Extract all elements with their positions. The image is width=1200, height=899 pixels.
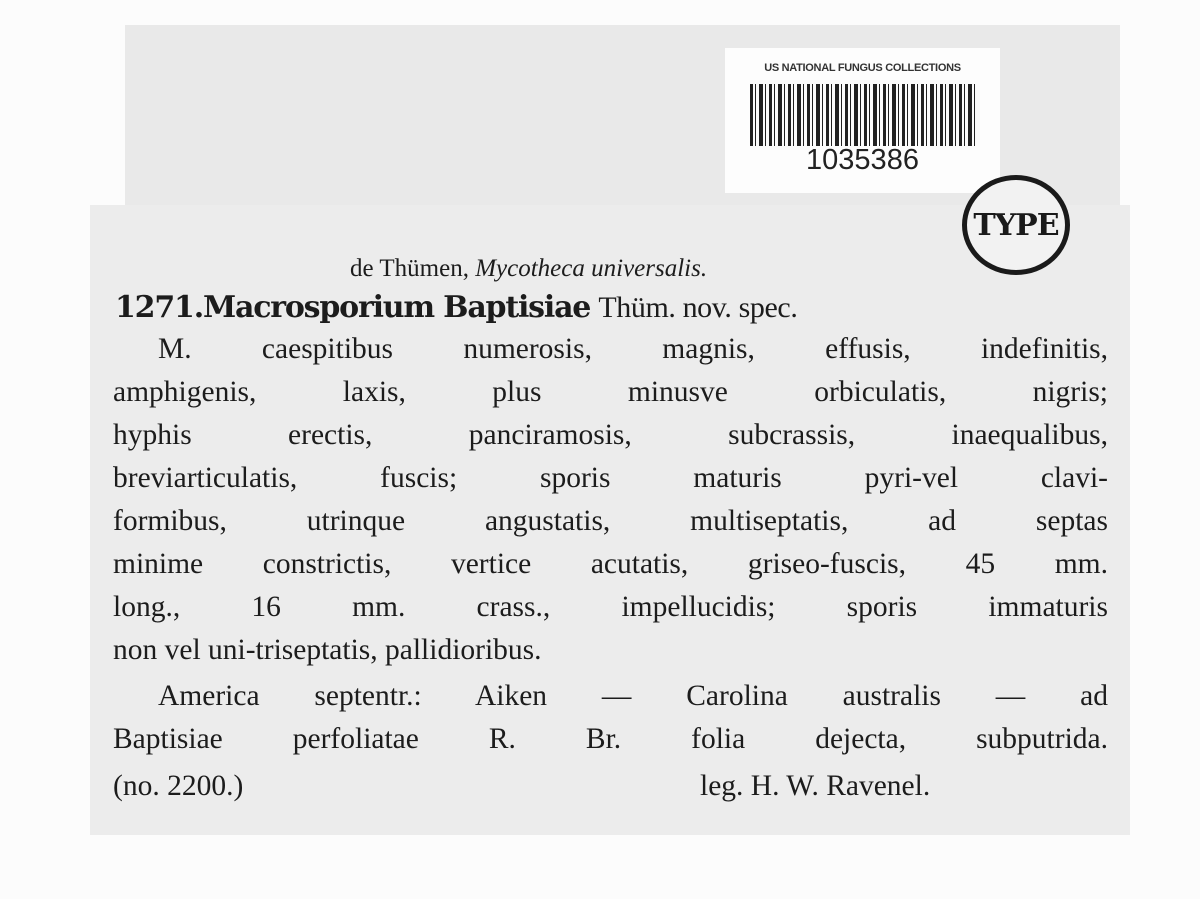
description-line: amphigenis, laxis, plus minusve orbiculatis, nigris; [113,376,1108,408]
description-line: hyphis erectis, panciramosis, subcrassis, inaequalibus, [113,419,1108,451]
locality-line: America septentr.: Aiken — Carolina australis — ad [158,680,1108,712]
collector: leg. H. W. Ravenel. [700,770,931,802]
species-authority: Thüm. nov. spec. [598,291,798,324]
description-line: minime constrictis, vertice acutatis, griseo-fuscis, 45 mm. [113,548,1108,580]
locality-line: Baptisiae perfoliatae R. Br. folia dejecta, subputrida. [113,723,1108,755]
species-name: Macrosporium Baptisiae [202,290,591,325]
description-line: M. caespitibus numerosis, magnis, effusis, indefinitis, [158,333,1108,365]
barcode-icon [750,84,975,146]
series-title: Mycotheca universalis. [475,255,708,282]
barcode-label [725,48,1000,193]
barcode-caption: US NATIONAL FUNGUS COLLECTIONS [764,62,961,74]
species-number: 1271. [115,290,203,325]
type-stamp [962,175,1070,275]
type-stamp-text: TYPE [973,207,1059,243]
description-line: long., 16 mm. crass., impellucidis; sporis immaturis [113,591,1108,623]
species-title-line [115,288,797,326]
reference-number: (no. 2200.) [113,770,244,802]
printed-label-card [90,205,1130,835]
description-line: formibus, utrinque angustatis, multiseptatis, ad septas [113,505,1108,537]
series-line [350,255,707,283]
series-author: de Thümen, [350,255,476,282]
description-line: breviarticulatis, fuscis; sporis maturis pyri-vel clavi- [113,462,1108,494]
barcode-number: 1035386 [806,144,919,176]
description-line: non vel uni-triseptatis, pallidioribus. [113,634,542,666]
